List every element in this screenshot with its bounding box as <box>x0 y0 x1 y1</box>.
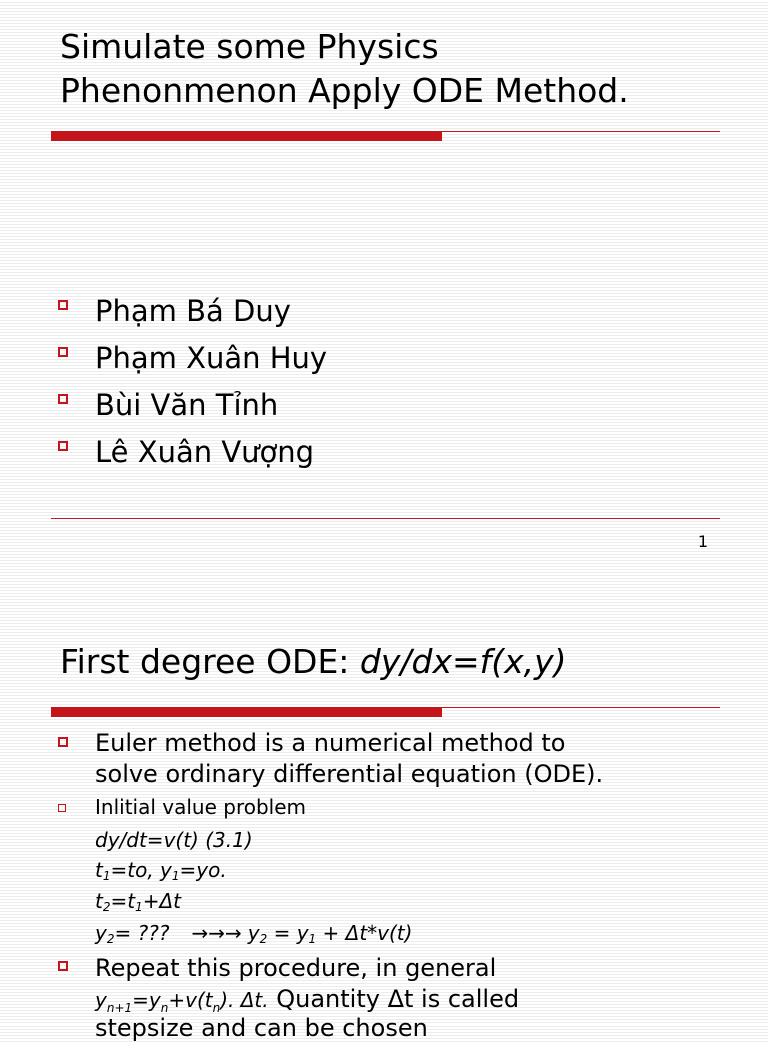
bullet-text: Euler method is a numerical method to solve ordinary differential equation (ODE). <box>95 729 604 788</box>
bullet-icon <box>58 347 68 357</box>
author-name: Phạm Xuân Huy <box>95 341 328 375</box>
title-equation: dy/dx=f(x,y) <box>359 642 567 681</box>
title-rule-thick <box>51 131 442 141</box>
sub-bullet-text: Inlitial value problem <box>95 795 306 819</box>
equation-line: $t_1=to$, $y_1=yo$. <box>95 858 227 883</box>
author-name: Phạm Bá Duy <box>95 294 291 328</box>
equation-line: $t_2=t_1+\Delta t$ <box>95 889 182 914</box>
title-line-2: Phenonmenon Apply ODE Method. <box>60 71 629 110</box>
bullet-icon <box>58 441 68 451</box>
sub-bullet-icon <box>58 804 66 812</box>
bullet-icon <box>58 394 68 404</box>
arrows-icon: →→→ <box>191 921 242 945</box>
title-text: First degree ODE: <box>60 642 360 681</box>
title-line-1: Simulate some Physics <box>60 27 439 66</box>
title-rule-thick <box>51 707 442 717</box>
bullet-text: stepsize and can be chosen <box>95 1014 428 1042</box>
slide-title <box>60 25 629 113</box>
slide-title <box>60 640 567 684</box>
page-number: 1 <box>697 532 708 551</box>
slide-2 <box>0 512 768 1042</box>
author-name: Bùi Văn Tỉnh <box>95 388 279 422</box>
bullet-icon <box>58 300 68 310</box>
bullet-icon <box>58 737 68 747</box>
equation-line: $y_2=$ ??? →→→ $y_2 = y_1 + \Delta t*v(t)$ <box>95 918 412 954</box>
slide-1 <box>0 0 768 512</box>
author-name: Lê Xuân Vượng <box>95 435 315 469</box>
bullet-icon <box>58 961 68 971</box>
bullet-text-equation: $y_{n+1}=y_n+v(t_n)$. Δt. Quantity Δt is called <box>95 985 520 1015</box>
equation-line: dy/dt=v(t) (3.1) <box>95 828 253 852</box>
bullet-text: Repeat this procedure, in general <box>95 954 497 982</box>
